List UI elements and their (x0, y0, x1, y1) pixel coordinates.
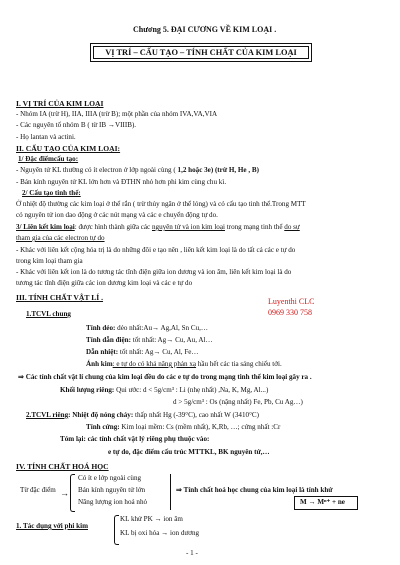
section-4-heading: IV. TÍNH CHẤT HOÁ HỌC (16, 462, 109, 471)
section-2-heading: II. CẤU TẠO CỦA KIM LOẠI: (16, 144, 121, 153)
s4-equation: M → Mⁿ⁺ + ne (300, 498, 345, 506)
page-number: - 1 - (186, 549, 198, 557)
brace-right-icon (170, 474, 172, 510)
s1-line-2: - Các nguyên tố nhóm B ( từ IB →VIIIB). (16, 121, 137, 129)
s5-reaction-2: KL bị oxi hóa → ion dương (120, 529, 200, 537)
s4-conclusion: ⇒ Tính chất hoá học chung của kim loại là tính khử (176, 486, 333, 494)
s2-para-8: trong kim loại tham gia (16, 257, 83, 265)
s5-reaction-1: KL khử PK → ion âm (120, 515, 183, 523)
s2-sub-1: 1/ Đặc điểmcấu tạo: (18, 155, 79, 163)
watermark-name: Luyenthi CLC (268, 297, 315, 306)
s2-para-10: tương tác tĩnh điện giữa các ion dương kim loại và các e tự do (16, 279, 193, 287)
section-3-heading: III. TÍNH CHẤT VẬT LÍ . (16, 293, 104, 302)
s2-para-5: 3/ Liên kết kim loại: được hình thành giữa các nguyên tử và ion kim loại trong mạng tinh thể do sự (16, 223, 300, 231)
section-5-heading: 1. Tác dụng với phi kim (16, 522, 89, 530)
s3-sub-1: 1.TCVL chung (26, 310, 71, 318)
s2-para-4: có nguyên tử ion dao động ở các nút mạng và các e chuyển động tự do. (16, 211, 218, 219)
brace-reaction-icon (114, 515, 119, 545)
s2-para-6: tham gia của các electron tự do (16, 234, 105, 242)
s3-conclusion: ⇒ Các tính chất vật lí chung của kim loại đều do các e tự do trong mạng tinh thể kim loại gây ra . (18, 373, 312, 381)
s3-summary-2: e tự do, đặc điểm cấu trúc MTTKL, BK nguyên tử,… (108, 448, 270, 456)
s4-bullet-3: Năng lượng ion hoá nhỏ (78, 498, 148, 506)
s3-summary: Tóm lại: các tính chất vật lý riêng phụ thuộc vào: (60, 435, 210, 443)
chapter-heading: Chương 5. ĐẠI CƯƠNG VỀ KIM LOẠI . (133, 25, 277, 34)
page-title: VỊ TRÍ – CẤU TẠO – TÍNH CHẤT CỦA KIM LOẠI (105, 48, 297, 57)
s4-bullet-1: Có ít e lớp ngoài cùng (78, 474, 142, 482)
s2-para-1: - Nguyên tử KL thường có ít electron ở lớp ngoài cùng ( 1,2 hoặc 3e) (trừ H, He , B) (16, 166, 259, 174)
s1-line-3: - Họ lantan và actini. (16, 133, 76, 141)
s3-heat: Dẫn nhiệt: tốt nhất: Ag→ Cu, Al, Fe… (86, 348, 199, 356)
s4-bullet-2: Bán kính nguyên tử lớn (78, 486, 146, 494)
s3-density-2: d > 5g/cm³ : Os (nặng nhất) Fe, Pb, Cu Ag…) (173, 398, 303, 406)
s1-line-1: - Nhóm IA (trừ H), IIA, IIIA (trừ B); một phần của nhóm IVA,VA,VIA (16, 110, 218, 118)
brace-left-icon (70, 474, 75, 512)
s2-para-7: - Khác với liên kết cộng hóa trị là do những đôi e tạo nên , liên kết kim loại là do tất cả các e tự do (16, 246, 296, 254)
s3-conductivity: Tính dẫn điện: tốt nhất: Ag→ Cu, Au, Al… (86, 336, 213, 344)
section-1-heading: I. VỊ TRÍ CỦA KIM LOẠI (16, 99, 104, 108)
watermark-phone: 0969 330 758 (268, 308, 312, 317)
s4-label: Từ đặc điểm (20, 486, 56, 494)
s3-melting: 2.TCVL riêng: Nhiệt độ nóng chảy: thấp nhất Hg (-39°C), cao nhất W (3410°C) (26, 411, 260, 419)
arrow-icon: → (60, 488, 69, 498)
s2-para-9: - Khác với liên kết ion là do tương tác tĩnh điện giữa ion dương và ion âm, liên kết kim loại là do (16, 268, 292, 276)
s2-para-3: Ở nhiệt độ thường các kim loại ở thể rắn ( trừ thủy ngân ở thể lỏng) và có cấu tạo tinh thể.Trong MTT (16, 200, 306, 208)
title-box (90, 43, 312, 62)
s2-sub-2: 2/ Cấu tạo tinh thể: (22, 189, 81, 197)
s3-density-1: Khối lượng riêng: Qui ước: d < 5g/cm³ : Li (nhẹ nhất) ,Na, K, Mg, Al...) (60, 386, 269, 394)
s3-hardness: Tính cứng: Kim loại mềm: Cs (mềm nhất), K,Rb, …; cứng nhất :Cr (86, 423, 281, 431)
s2-para-2: - Bán kính nguyên tử KL lớn hơn và ĐTHN nhỏ hơn phi kim cùng chu kì. (16, 178, 227, 186)
s3-luster: Ánh kim: e tự do có khả năng phản xạ hầu hết các tia sáng chiếu tới. (86, 360, 282, 368)
s3-ductility: Tính dẻo: dẻo nhất:Au→ Ag,Al, Sn Cu,… (86, 324, 208, 332)
